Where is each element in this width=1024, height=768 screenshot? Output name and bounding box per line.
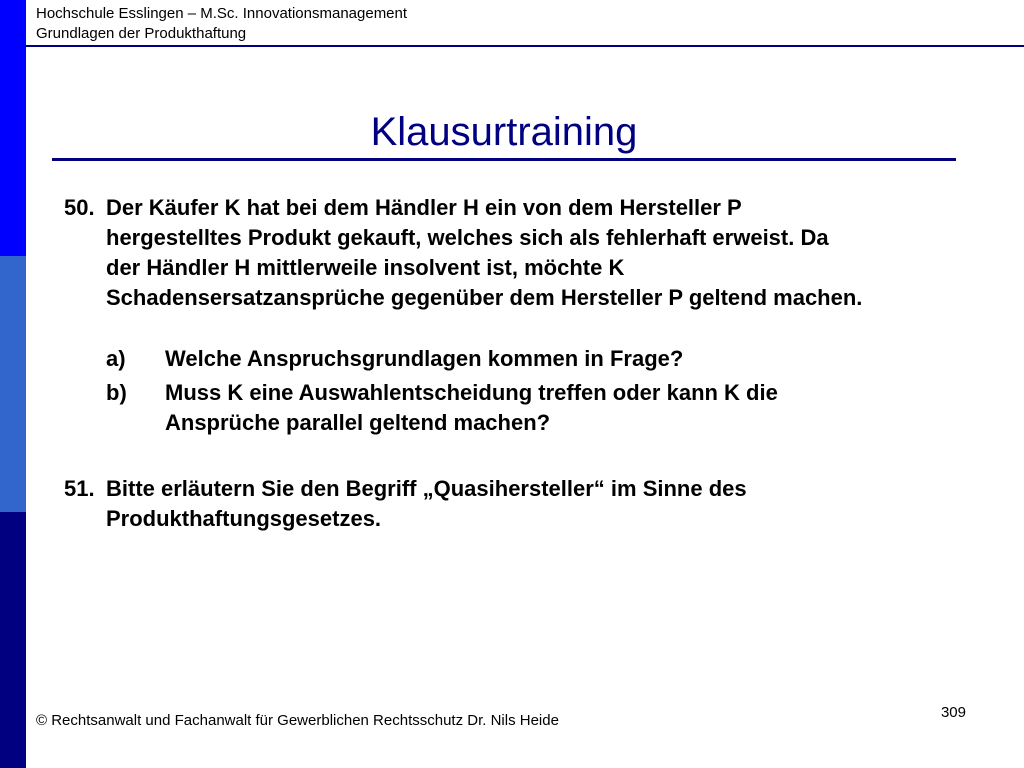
- question-50-line-4: Schadensersatzansprüche gegenüber dem Hersteller P geltend machen.: [106, 285, 863, 310]
- footer-copyright: © Rechtsanwalt und Fachanwalt für Gewerblichen Rechtsschutz Dr. Nils Heide: [36, 712, 559, 729]
- subquestion-b-line-1: Muss K eine Auswahlentscheidung treffen oder kann K die: [165, 380, 778, 405]
- question-51-line-2: Produkthaftungsgesetzes.: [106, 506, 382, 531]
- subquestion-b-label: b): [106, 380, 127, 405]
- left-bar-segment-middle: [0, 256, 26, 512]
- left-decorative-bar: [0, 0, 26, 768]
- slide-title: Klausurtraining: [370, 110, 638, 154]
- subquestion-b-text: [165, 378, 1015, 438]
- title-underline: [52, 158, 956, 161]
- left-bar-segment-top: [0, 0, 26, 256]
- question-51-number: 51.: [64, 476, 95, 501]
- question-50-line-2: hergestelltes Produkt gekauft, welches sich als fehlerhaft erweist. Da: [106, 225, 829, 250]
- header-course: Grundlagen der Produkthaftung: [36, 25, 247, 42]
- page-number: 309: [940, 704, 966, 721]
- subquestion-a-label: a): [106, 346, 126, 371]
- subquestion-a-line-1: Welche Anspruchsgrundlagen kommen in Frage?: [165, 346, 684, 371]
- left-bar-segment-bottom: [0, 512, 26, 768]
- question-50-line-3: der Händler H mittlerweile insolvent ist, möchte K: [106, 255, 625, 280]
- subquestion-b-line-2: Ansprüche parallel geltend machen?: [165, 410, 551, 435]
- subquestion-a-text: [165, 344, 1015, 374]
- question-50-number: 50.: [64, 195, 95, 220]
- header-institution: Hochschule Esslingen – M.Sc. Innovationsmanagement: [36, 5, 408, 22]
- question-50-text: [106, 193, 1006, 313]
- question-50-line-1: Der Käufer K hat bei dem Händler H ein von dem Hersteller P: [106, 195, 742, 220]
- header-divider: [26, 45, 1024, 47]
- question-51-line-1: Bitte erläutern Sie den Begriff „Quasihersteller“ im Sinne des: [106, 476, 747, 501]
- question-51-text: [106, 474, 1006, 534]
